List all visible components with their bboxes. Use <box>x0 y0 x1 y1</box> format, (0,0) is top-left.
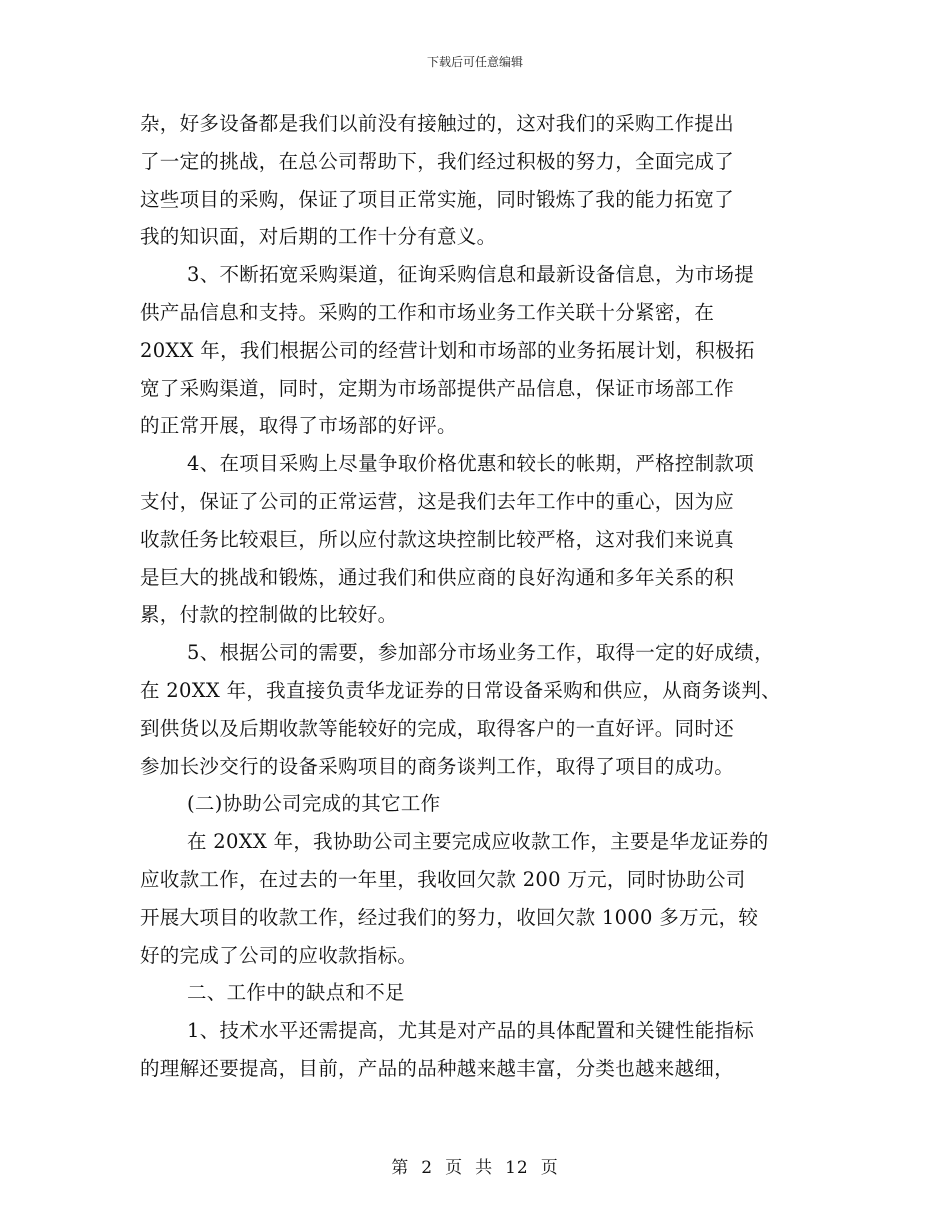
text-line: 供产品信息和支持。采购的工作和市场业务工作关联十分紧密，在 <box>140 300 715 324</box>
text-line: 这些项目的采购，保证了项目正常实施，同时锻炼了我的能力拓宽了 <box>140 187 735 211</box>
text-line: 的理解还要提高，目前，产品的品种越来越丰富，分类也越来越细， <box>140 1056 735 1080</box>
text-line: 二、工作中的缺点和不足 <box>187 981 405 1005</box>
document-body <box>140 105 830 1088</box>
text-line: 收款任务比较艰巨，所以应付款这块控制比较严格，这对我们来说真 <box>140 527 735 551</box>
text-line: 好的完成了公司的应收款指标。 <box>140 943 418 967</box>
text-line: 在 20XX 年，我直接负责华龙证券的日常设备采购和供应，从商务谈判、 <box>140 678 781 702</box>
text-line: 4、在项目采购上尽量争取价格优惠和较长的帐期，严格控制款项 <box>187 452 755 476</box>
text-line: 杂，好多设备都是我们以前没有接触过的，这对我们的采购工作提出 <box>140 112 735 135</box>
text-line: 累，付款的控制做的比较好。 <box>140 603 398 627</box>
footer-total-word: 共 <box>475 1158 494 1178</box>
text-line: 支付，保证了公司的正常运营，这是我们去年工作中的重心，因为应 <box>140 489 735 513</box>
text-line: 20XX 年，我们根据公司的经营计划和市场部的业务拓展计划，积极拓 <box>140 338 755 362</box>
footer-total-pages: 12 <box>505 1158 529 1178</box>
text-line: 我的知识面，对后期的工作十分有意义。 <box>140 225 497 249</box>
text-line: 3、不断拓宽采购渠道，征询采购信息和最新设备信息，为市场提 <box>187 263 755 287</box>
text-line: 到供货以及后期收款等能较好的完成，取得客户的一直好评。同时还 <box>140 716 735 740</box>
text-line: 宽了采购渠道，同时，定期为市场部提供产品信息，保证市场部工作 <box>140 376 735 400</box>
footer-prefix: 第 <box>391 1158 410 1178</box>
text-line: 是巨大的挑战和锻炼，通过我们和供应商的良好沟通和多年关系的积 <box>140 565 735 589</box>
text-line: 的正常开展，取得了市场部的好评。 <box>140 414 457 438</box>
text-line: 应收款工作，在过去的一年里，我收回欠款 200 万元，同时协助公司 <box>140 867 746 891</box>
footer-page-suffix: 页 <box>540 1158 559 1178</box>
page-header: 下载后可任意编辑 <box>426 55 523 69</box>
text-line: 开展大项目的收款工作，经过我们的努力，收回欠款 1000 多万元，较 <box>140 905 759 929</box>
text-line: 在 20XX 年，我协助公司主要完成应收款工作，主要是华龙证券的 <box>187 830 769 854</box>
footer-current-page: 2 <box>421 1158 434 1178</box>
text-line: 5、根据公司的需要，参加部分市场业务工作，取得一定的好成绩， <box>187 641 774 665</box>
text-line: (二)协助公司完成的其它工作 <box>187 792 441 816</box>
text-line: 1、技术水平还需提高，尤其是对产品的具体配置和关键性能指标 <box>187 1019 755 1043</box>
text-line: 参加长沙交行的设备采购项目的商务谈判工作，取得了项目的成功。 <box>140 754 735 778</box>
footer-page-word: 页 <box>445 1158 464 1178</box>
page-footer <box>0 1153 950 1178</box>
text-line: 了一定的挑战，在总公司帮助下，我们经过积极的努力，全面完成了 <box>140 149 735 173</box>
